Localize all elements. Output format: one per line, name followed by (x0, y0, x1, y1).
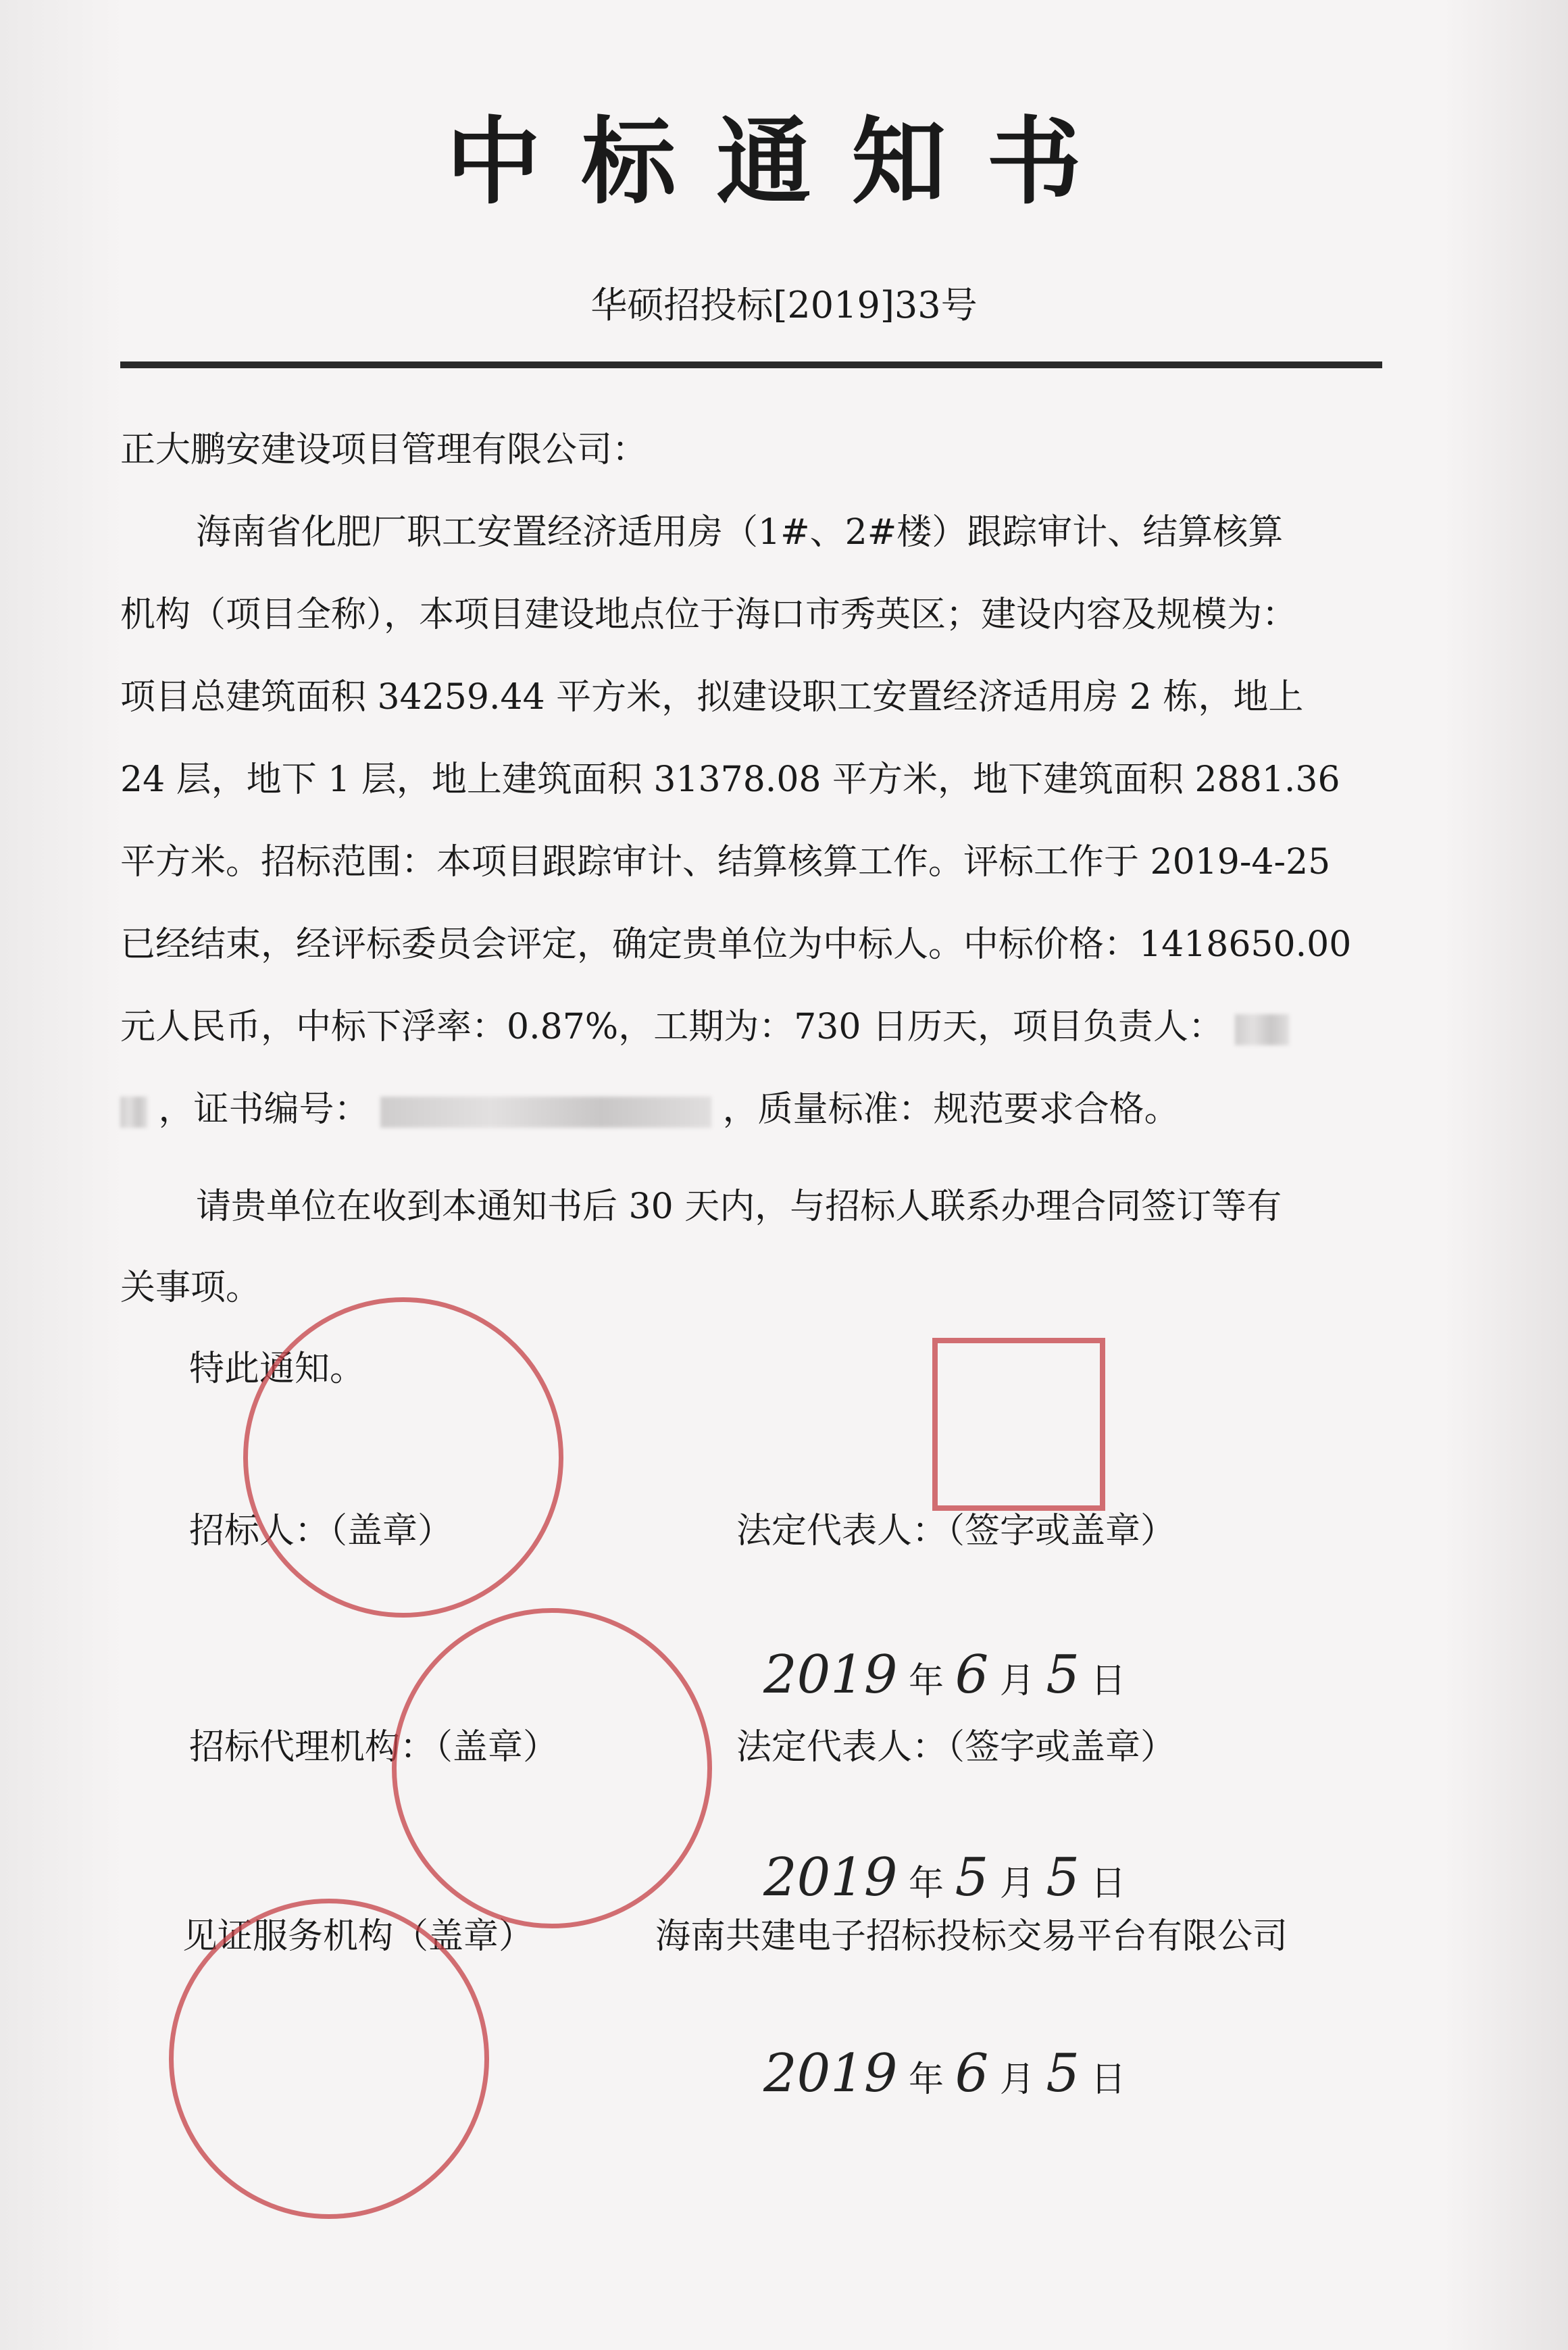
redacted-name-tail (120, 1097, 147, 1128)
date-1-month: 6 (955, 1645, 989, 1705)
date-1 (763, 1645, 1126, 1705)
tenderer-label: 招标人：（盖章） (189, 1511, 453, 1551)
personal-seal (932, 1338, 1105, 1511)
body-line-10: 关事项。 (120, 1268, 261, 1308)
date-2 (763, 1847, 1126, 1908)
date-3-day-suffix: 日 (1090, 2059, 1126, 2100)
date-2-month-suffix: 月 (999, 1864, 1035, 1904)
body-line-4: 24 层，地下 1 层，地上建筑面积 31378.08 平方米，地下建筑面积 2881.36 (120, 759, 1340, 800)
addressee: 正大鹏安建设项目管理有限公司： (120, 430, 648, 470)
legal-rep-label-2: 法定代表人：（签字或盖章） (736, 1727, 1176, 1768)
body-line-3: 项目总建筑面积 34259.44 平方米，拟建设职工安置经济适用房 2 栋，地上 (120, 677, 1304, 718)
agency-seal (392, 1608, 712, 1928)
body-line-8 (120, 1089, 1180, 1130)
date-2-year: 2019 (763, 1847, 898, 1908)
redacted-certificate-number (380, 1097, 711, 1128)
quality-standard: ，质量标准：规范要求合格。 (722, 1089, 1180, 1130)
closing-text: 特此通知。 (189, 1349, 365, 1389)
witness-seal (169, 1899, 489, 2219)
date-1-day: 5 (1046, 1645, 1080, 1705)
date-2-day-suffix: 日 (1090, 1864, 1126, 1904)
date-1-year: 2019 (763, 1645, 898, 1705)
date-1-year-suffix: 年 (909, 1661, 944, 1701)
date-3-year: 2019 (763, 2043, 898, 2104)
date-1-month-suffix: 月 (999, 1661, 1035, 1701)
body-line-2: 机构（项目全称），本项目建设地点位于海口市秀英区；建设内容及规模为： (120, 595, 1298, 635)
body-line-5: 平方米。招标范围：本项目跟踪审计、结算核算工作。评标工作于 2019-4-25 (120, 842, 1331, 882)
redacted-name (1235, 1014, 1289, 1045)
witness-org: 海南共建电子招标投标交易平台有限公司 (655, 1916, 1288, 1957)
date-2-year-suffix: 年 (909, 1864, 944, 1904)
document-title: 中标通知书 (446, 107, 1122, 218)
legal-rep-label-1: 法定代表人：（签字或盖章） (736, 1511, 1176, 1551)
date-2-month: 5 (955, 1847, 989, 1908)
body-line-7 (120, 1009, 1289, 1045)
date-3-month-suffix: 月 (999, 2059, 1035, 2100)
date-3-year-suffix: 年 (909, 2059, 944, 2100)
date-1-day-suffix: 日 (1090, 1661, 1126, 1701)
date-3-day: 5 (1046, 2043, 1080, 2104)
witness-label: 见证服务机构（盖章） (182, 1916, 534, 1957)
date-2-day: 5 (1046, 1847, 1080, 1908)
body-line-7-text: 元人民币，中标下浮率：0.87%，工期为：730 日历天，项目负责人： (120, 1007, 1223, 1047)
body-line-1: 海南省化肥厂职工安置经济适用房（1#、2#楼）跟踪审计、结算核算 (196, 512, 1284, 553)
document-number: 华硕招投标[2019]33号 (590, 284, 978, 326)
body-line-9: 请贵单位在收到本通知书后 30 天内，与招标人联系办理合同签订等有 (196, 1186, 1282, 1227)
header-divider (120, 361, 1382, 368)
date-3 (763, 2043, 1126, 2104)
body-line-6: 已经结束，经评标委员会评定，确定贵单位为中标人。中标价格：1418650.00 (120, 924, 1352, 965)
tenderer-seal (243, 1297, 563, 1618)
agency-label: 招标代理机构：（盖章） (189, 1727, 559, 1768)
date-3-month: 6 (955, 2043, 989, 2104)
certificate-label: ，证书编号： (158, 1089, 370, 1130)
